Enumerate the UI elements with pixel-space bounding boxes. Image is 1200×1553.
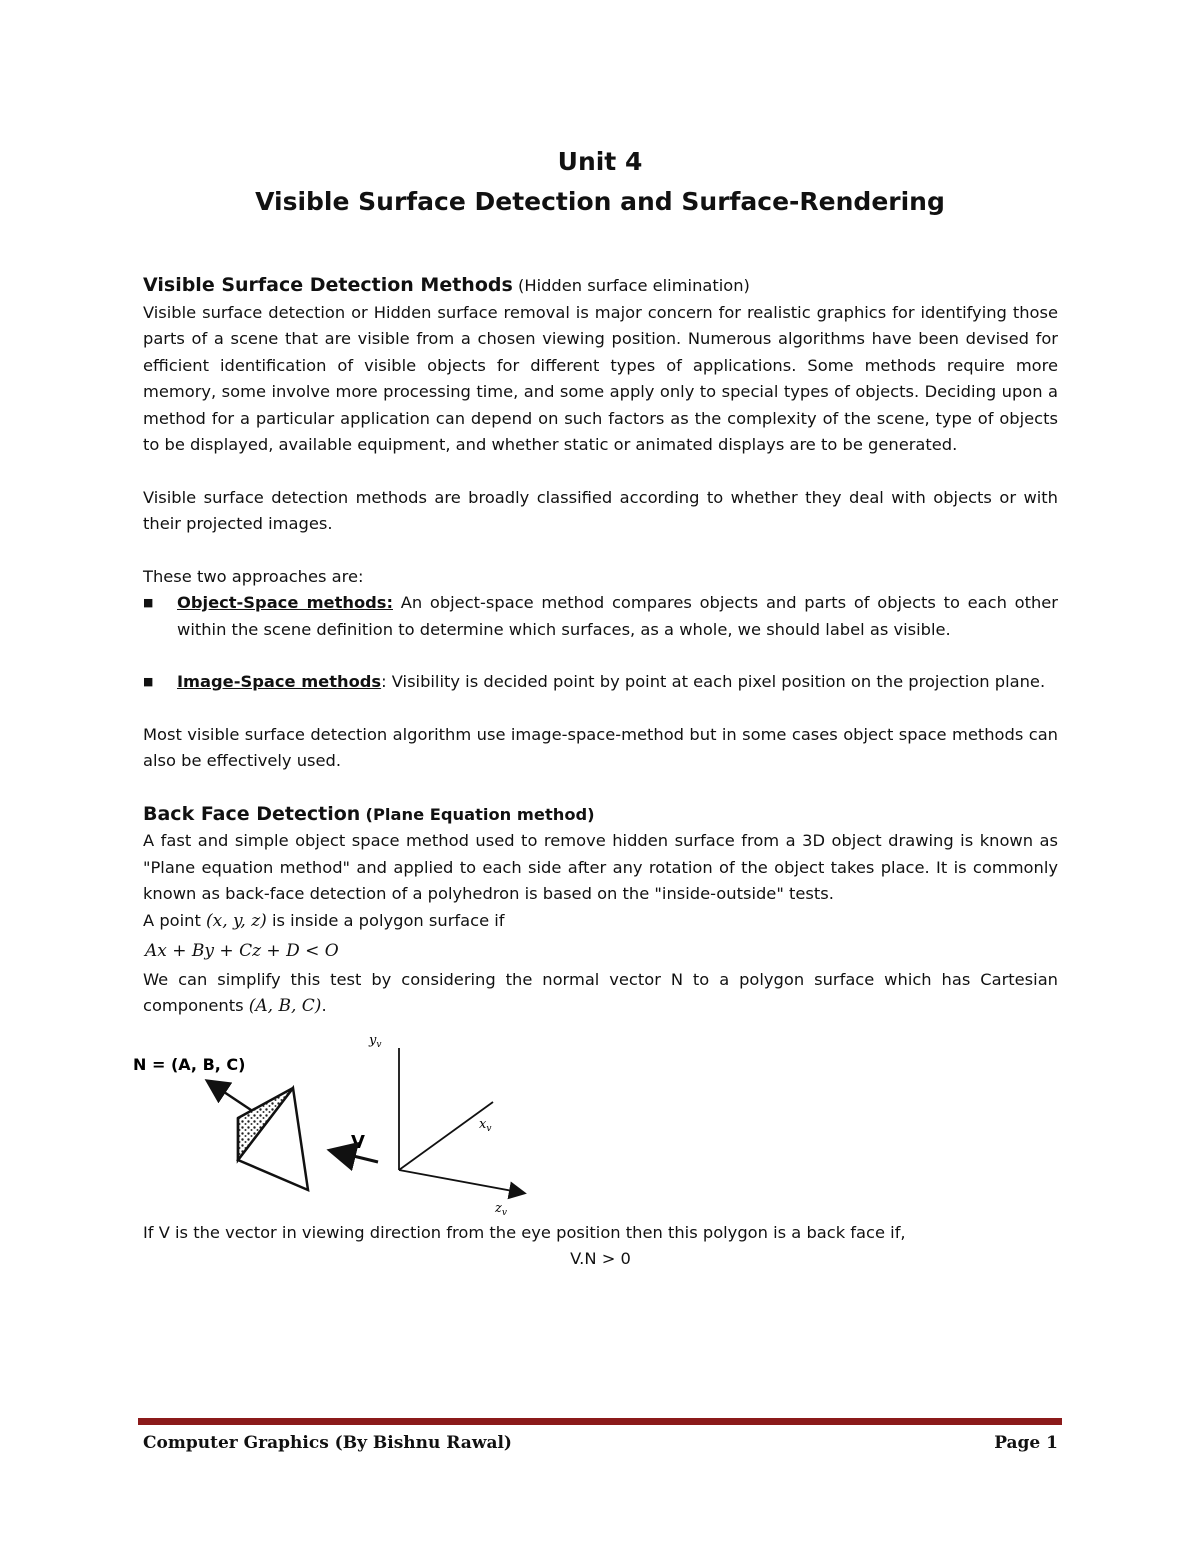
- shaded-face: [238, 1088, 293, 1160]
- normal-vector-arrow: [215, 1086, 251, 1110]
- paragraph-classification: Visible surface detection methods are broadly classified according to whether they deal with objects or with their projected images.: [143, 487, 1058, 533]
- approaches-list: [143, 590, 1058, 696]
- condition-equation: V.N > 0: [570, 1249, 631, 1268]
- x-axis: [399, 1102, 493, 1170]
- list-item-image-space: [143, 669, 1058, 696]
- paragraph-plane-equation: A fast and simple object space method used to remove hidden surface from a 3D object drawing is known as "Plane equation method" and applied to each side after any rotation of the object takes place. It is commonly known as back-face detection of a polyhedron is based on the "inside-outside" tests.: [143, 831, 1058, 903]
- inequality-equation: Ax + By + Cz + D < O: [145, 941, 339, 961]
- bullet-icon: ■: [143, 596, 154, 609]
- title-block: [0, 145, 1200, 219]
- term-image-space: Image-Space methods: [177, 672, 382, 691]
- section-title: Visible Surface Detection Methods: [143, 274, 513, 296]
- math-components: (A, B, C): [248, 996, 322, 1016]
- view-vector-arrow: [341, 1153, 378, 1162]
- paragraph-intro: Visible surface detection or Hidden surface removal is major concern for realistic graphics for identifying those parts of a scene that are visible from a chosen viewing position. Numerous algorithms have been devised for efficient identification of visible objects for different types of applications. Some methods require more memory, some involve more processing time, and some apply only to special types of objects. Deciding upon a method for a particular application can depend on such factors as the complexity of the scene, type of objects to be displayed, available equipment, and whether static or animated displays are to be generated.: [143, 302, 1058, 454]
- math-point: (x, y, z): [206, 910, 267, 931]
- back-face-figure: [133, 1030, 1058, 1220]
- document-body: [133, 272, 1058, 1273]
- page-number: Page 1: [994, 1433, 1058, 1453]
- paragraph-normal-vector: We can simplify this test by considering the normal vector N to a polygon surface which has Cartesian components (A, B, C).: [143, 969, 1058, 1016]
- z-axis: [399, 1170, 518, 1192]
- list-item-object-space: [143, 590, 1058, 643]
- section-title: Back Face Detection: [143, 802, 361, 825]
- view-vector-label: V: [351, 1131, 365, 1153]
- unit-title: Unit 4: [557, 147, 643, 176]
- paragraph-approaches: These two approaches are:: [143, 566, 364, 586]
- section-heading-visible-surface: [143, 272, 1058, 300]
- definition-image-space: : Visibility is decided point by point at each pixel position on the projection plane.: [381, 672, 1046, 691]
- paragraph-usage: Most visible surface detection algorithm use image-space-method but in some cases object space methods can also be effectively used.: [143, 724, 1058, 770]
- footer-title: Computer Graphics (By Bishnu Rawal): [143, 1433, 512, 1453]
- paragraph-back-face-condition: If V is the vector in viewing direction from the eye position then this polygon is a back face if,: [143, 1222, 906, 1242]
- z-axis-label: $z_v$: [495, 1200, 507, 1218]
- x-axis-label: $x_v$: [479, 1116, 492, 1134]
- section-subtitle: (Plane Equation method): [365, 804, 595, 824]
- normal-label: N = (A, B, C): [133, 1054, 246, 1074]
- paragraph-point-test: A point (x, y, z) is inside a polygon surface if: [143, 910, 505, 931]
- bullet-icon: ■: [143, 675, 154, 688]
- section-subtitle: (Hidden surface elimination): [517, 276, 750, 295]
- section-heading-back-face: [143, 801, 1058, 829]
- term-object-space: Object-Space methods:: [177, 593, 393, 612]
- definition-object-space: An object-space method compares objects and parts of objects to each other within the scene definition to determine which surfaces, as a whole, we should label as visible.: [177, 593, 1058, 639]
- footer-rule: [138, 1418, 1062, 1425]
- page-title: Visible Surface Detection and Surface-Rendering: [255, 187, 945, 216]
- normal-vector-diagram: [133, 1030, 553, 1220]
- y-axis-label: $y_v$: [369, 1032, 382, 1050]
